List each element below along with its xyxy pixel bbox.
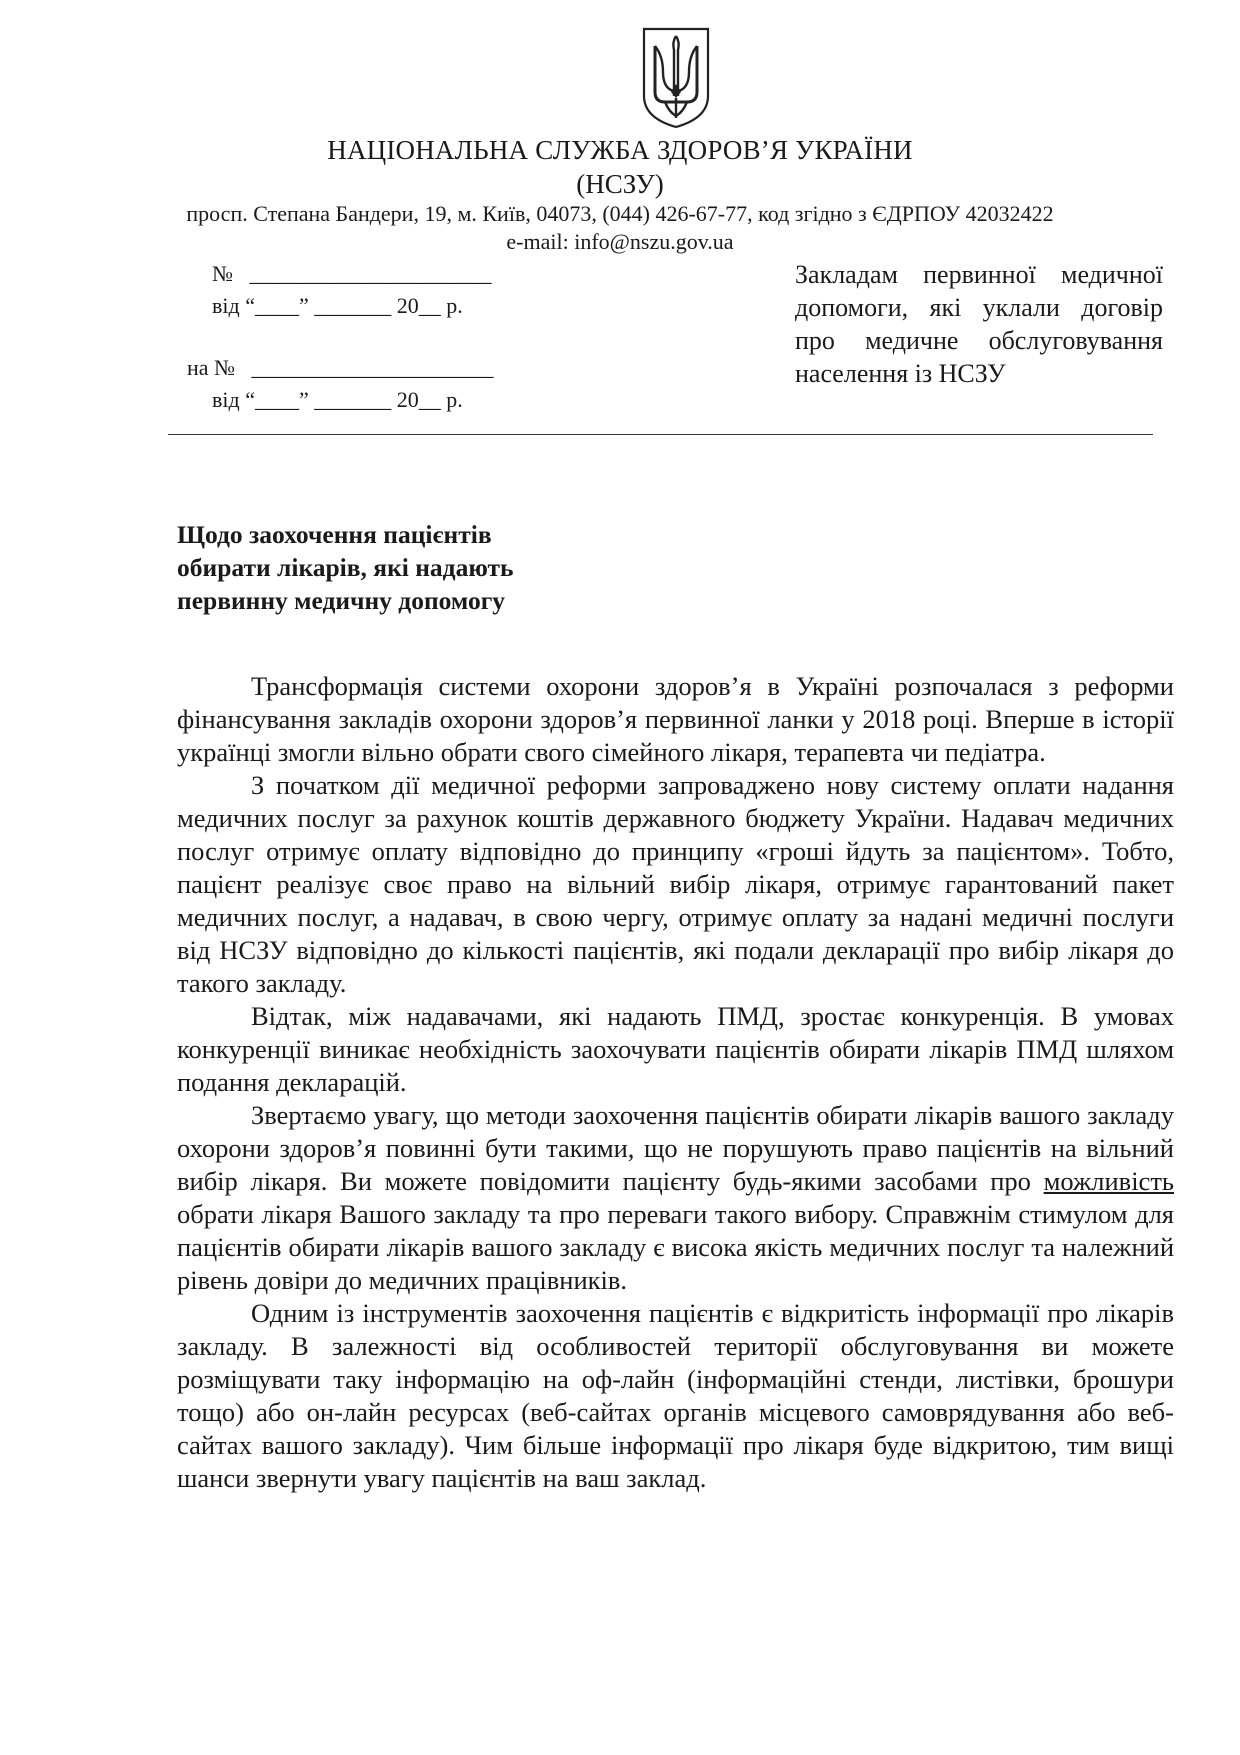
addressee-line: про медичне обслуговування — [795, 326, 1163, 355]
subject-line: Щодо заохочення пацієнтів — [177, 520, 492, 549]
body-text-run: Звертаємо увагу, що методи заохочення пацієнтів обирати лікарів вашого закладу охорони здоров’я повинні бути такими, що не порушують право пацієнтів на вільний вибір лікаря. Ви можете повідомити пацієнту будь-якими засобами про — [177, 1100, 1174, 1196]
letter-subject — [177, 518, 617, 617]
letter-body — [177, 670, 1174, 1495]
body-paragraph: Одним із інструментів заохочення пацієнтів є відкритість інформації про лікарів закладу. В залежності від особливостей території обслуговування ви можете розміщувати таку інформацію на оф-лайн (інформаційні стенди, листівки, брошури тощо) або он-лайн ресурсах (веб-сайтах органів місцевого самоврядування або веб-сайтах вашого закладу). Чим більше інформації про лікаря буде відкритою, тим вищі шанси звернути увагу пацієнтів на ваш заклад. — [177, 1298, 1174, 1493]
addressee-line: Закладам первинної медичної — [795, 260, 1163, 289]
addressee-line: допомоги, які уклали договір — [795, 293, 1163, 322]
addressee-block — [795, 258, 1163, 390]
organization-abbreviation: (НСЗУ) — [576, 169, 664, 199]
reply-date-field: від “____” _______ 20__ р. — [212, 387, 463, 412]
body-paragraph: Трансформація системи охорони здоров’я в Україні розпочалася з реформи фінансування закладів охорони здоров’я первинної ланки у 2018 році. Вперше в історії українці змогли вільно обрати свого сімейного лікаря, терапевта чи педіатра. — [177, 671, 1174, 767]
body-paragraph: Відтак, між надавачами, які надають ПМД, зростає конкуренція. В умовах конкуренції виникає необхідність заохочувати пацієнтів обирати лікарів ПМД шляхом подання декларацій. — [177, 1001, 1174, 1097]
outgoing-number-field: № ______________________ — [212, 261, 492, 286]
organization-name: НАЦІОНАЛЬНА СЛУЖБА ЗДОРОВ’Я УКРАЇНИ — [327, 135, 913, 165]
organization-address: просп. Степана Бандери, 19, м. Київ, 04073, (044) 426-67-77, код згідно з ЄДРПОУ 42032422 — [186, 201, 1054, 226]
body-text-run: обрати лікаря Вашого закладу та про переваги такого вибору. Справжнім стимулом для пацієнтів обирати лікарів вашого закладу є висока якість медичних послуг та належний рівень довіри до медичних працівників. — [177, 1199, 1174, 1295]
outgoing-date-field: від “____” _______ 20__ р. — [212, 293, 463, 318]
header-divider — [168, 434, 1153, 435]
ukraine-trident-icon — [641, 26, 711, 130]
underlined-word: можливість — [1043, 1166, 1174, 1196]
subject-line: обирати лікарів, які надають — [177, 553, 514, 582]
reply-number-field: на № ______________________ — [187, 355, 494, 380]
addressee-line: населення із НСЗУ — [795, 359, 1006, 388]
organization-email: e-mail: info@nszu.gov.ua — [506, 229, 734, 254]
body-paragraph: З початком дії медичної реформи запроваджено нову систему оплати надання медичних послуг за рахунок коштів державного бюджету України. Надавач медичних послуг отримує оплату відповідно до принципу «гроші йдуть за пацієнтом». Тобто, пацієнт реалізує своє право на вільний вибір лікаря, отримує гарантований пакет медичних послуг, а надавач, в свою чергу, отримує оплату за надані медичні послуги від НСЗУ відповідно до кількості пацієнтів, які подали декларації про вибір лікаря до такого закладу. — [177, 770, 1174, 998]
subject-line: первинну медичну допомогу — [177, 586, 506, 615]
body-paragraph — [177, 1099, 1174, 1297]
